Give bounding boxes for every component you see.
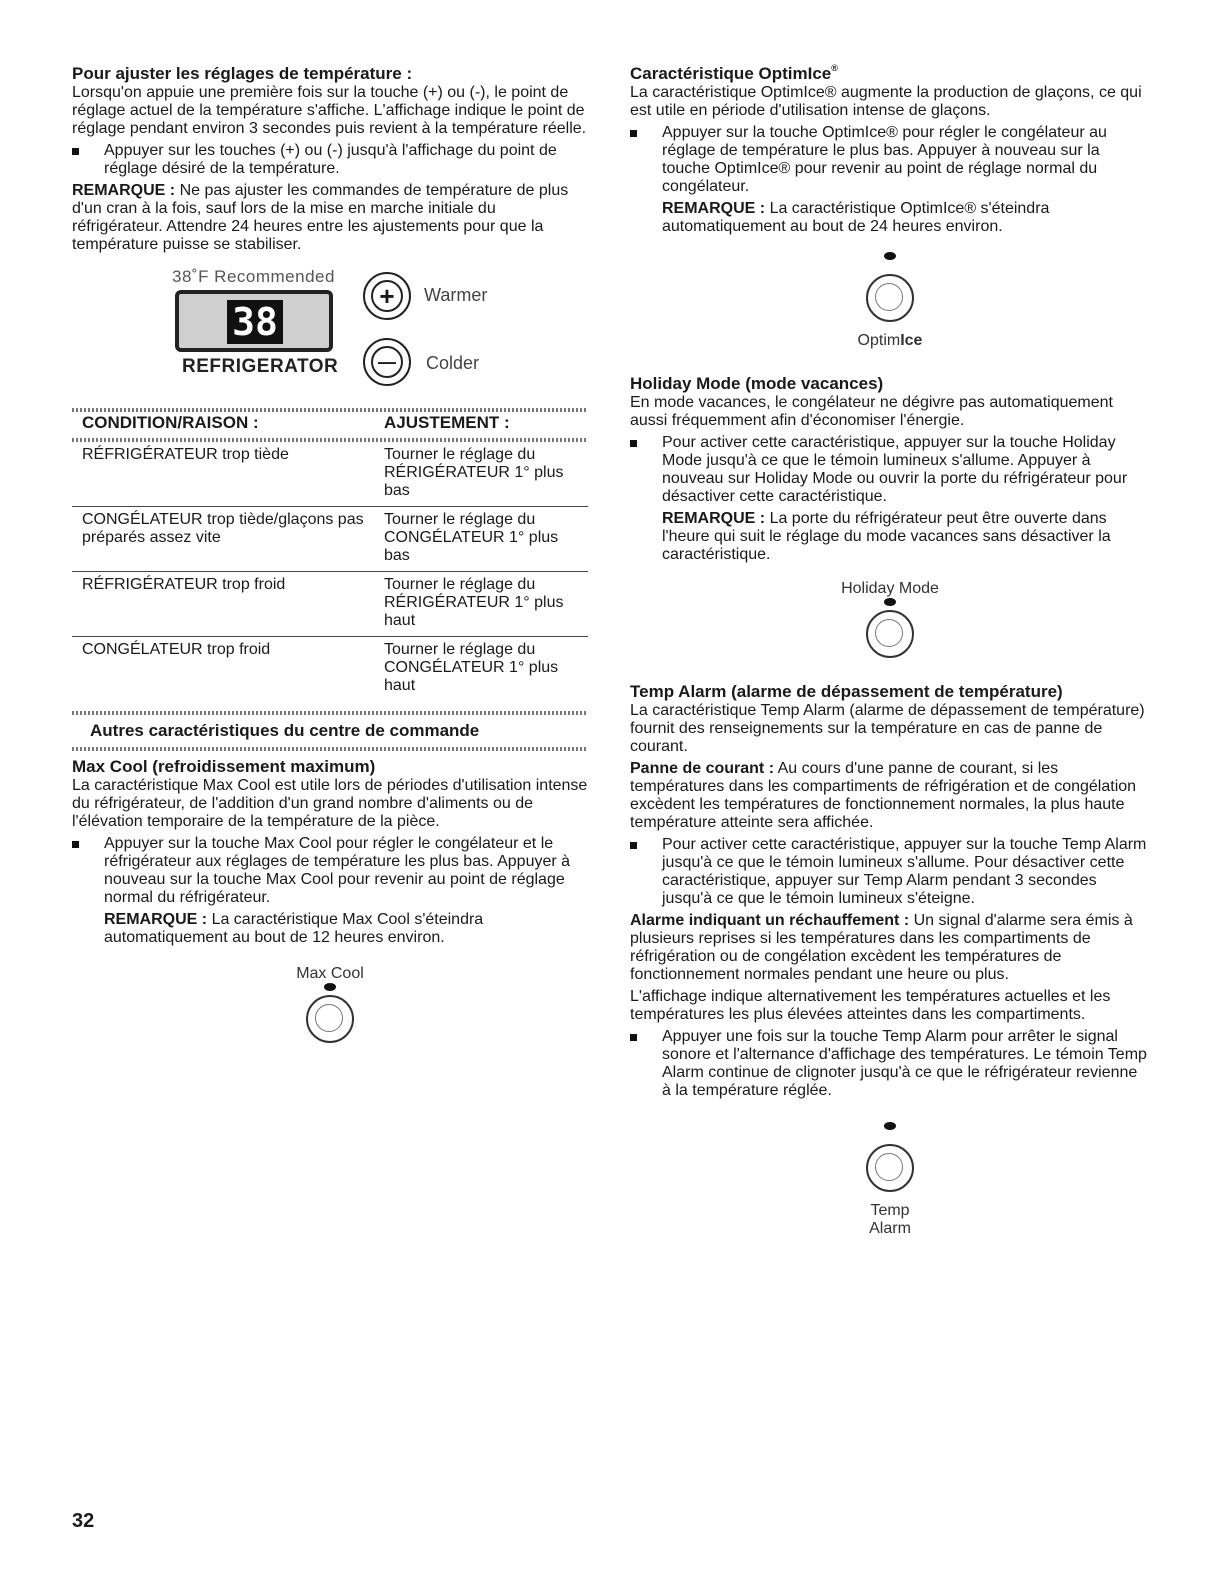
optimice-paragraph: La caractéristique OptimIce® augmente la production de glaçons, ce qui est utile en période d'utilisation intense de glaçons. [630,84,1142,119]
table-row [72,572,588,637]
colder-label: Colder [426,353,480,373]
adjustment-table [72,408,588,701]
holiday-button-label: Holiday Mode [841,580,939,597]
optimice-heading-text: Caractéristique OptimIce [630,64,832,83]
power-failure-label: Panne de courant : [630,760,775,777]
temp-alarm-stop-bullet: Appuyer une fois sur la touche Temp Alarm pour arrêter le signal sonore et l'alternance d'affichage des températures. Le témoin Temp Alarm continue de clignoter jusqu'à ce que le réfrigérateur revienne à la température réglée. [630,1028,1150,1100]
left-column [72,64,588,1043]
optimice-label-bold: Ice [900,332,923,349]
optimice-note [630,200,1150,236]
recommended-label: 38˚F Recommended [172,267,335,286]
indicator-light-icon [884,598,896,606]
adjustment-cell: Tourner le réglage du RÉRIGÉRATEUR 1° plus bas [384,446,564,499]
temp-alarm-paragraph: La caractéristique Temp Alarm (alarme de dépassement de température) fournit des renseignements sur la température en cas de panne de courant. [630,702,1145,755]
condition-cell: RÉFRIGÉRATEUR trop tiède [82,446,289,463]
temp-alarm-bullet: Pour activer cette caractéristique, appuyer sur la touche Temp Alarm jusqu'à ce que le témoin lumineux s'allume. Pour désactiver cette caractéristique, appuyer sur Temp Alarm pendant 3 secondes jusqu'à ce que le témoin lumineux s'éteigne. [630,836,1150,908]
adjust-heading: Pour ajuster les réglages de température : [72,64,413,83]
plus-icon: + [371,280,403,312]
note-label: REMARQUE : [104,911,208,928]
minus-icon: — [371,346,403,378]
adjust-paragraph: Lorsqu'on appuie une première fois sur la touche (+) ou (-), le point de réglage actuel de la température s'affiche. L'affichage indique le point de réglage pendant environ 3 secondes puis revient à la température réelle. [72,84,587,137]
right-column [630,64,1150,1238]
optimice-button-label [630,332,1150,350]
temp-alarm-heading: Temp Alarm (alarme de dépassement de température) [630,682,1063,701]
table-header [72,412,588,438]
note-label: REMARQUE : [662,200,766,217]
table-row [72,442,588,507]
temp-alarm-button[interactable] [866,1144,914,1192]
optimice-button[interactable] [866,274,914,322]
holiday-mode-button[interactable] [866,610,914,658]
table-row [72,507,588,572]
temp-alarm-button-illustration [630,1122,1150,1238]
max-cool-button-label: Max Cool [296,965,364,982]
max-cool-button-illustration [72,965,588,1043]
indicator-light-icon [884,1122,896,1130]
holiday-paragraph: En mode vacances, le congélateur ne dégivre pas automatiquement aussi fréquemment afin d'économiser l'énergie. [630,394,1113,429]
page-number: 32 [72,1510,95,1532]
display-digits: 38 [227,300,283,344]
table-row [72,637,588,701]
adjust-bullet: Appuyer sur les touches (+) ou (-) jusqu'à l'affichage du point de réglage désiré de la température. [72,142,588,178]
holiday-note-text: La porte du réfrigérateur peut être ouverte dans l'heure qui suit le réglage du mode vacances sans désactiver la caractéristique. [662,510,1111,563]
max-cool-note-text: La caractéristique Max Cool s'éteindra automatiquement au bout de 12 heures environ. [104,911,484,946]
max-cool-bullet: Appuyer sur la touche Max Cool pour régler le congélateur et le réfrigérateur aux réglages de température les plus bas. Appuyer à nouveau sur la touche Max Cool pour revenir au point de réglage normal du réfrigérateur. [72,835,588,907]
holiday-bullet: Pour activer cette caractéristique, appuyer sur la touche Holiday Mode jusqu'à ce que le témoin lumineux s'allume. Appuyer à nouveau sur Holiday Mode ou ouvrir la porte du réfrigérateur pour désactiver cette caractéristique. [630,434,1150,506]
optimice-heading [630,64,1150,84]
adjustment-cell: Tourner le réglage du CONGÉLATEUR 1° plus bas [384,511,559,564]
holiday-heading: Holiday Mode (mode vacances) [630,374,884,393]
optimice-bullet: Appuyer sur la touche OptimIce® pour régler le congélateur au réglage de température le plus bas. Appuyer à nouveau sur la touche OptimIce® pour revenir au point de réglage normal du congélateur. [630,124,1150,196]
condition-cell: CONGÉLATEUR trop tiède/glaçons pas préparés assez vite [82,511,364,546]
temperature-display [175,290,333,352]
indicator-light-icon [324,983,336,991]
condition-cell: CONGÉLATEUR trop froid [82,641,271,658]
temp-alarm-label-line1: Temp [870,1202,910,1219]
condition-cell: RÉFRIGÉRATEUR trop froid [82,576,286,593]
optimice-note-text: La caractéristique OptimIce® s'éteindra automatiquement au bout de 24 heures environ. [662,200,1050,235]
warming-alarm-text: Un signal d'alarme sera émis à plusieurs reprises si les températures dans les compartiments de réfrigération ou de congélation excèdent les températures de fonctionnement normales pendant une heure ou plus. [630,912,1133,983]
note-label: REMARQUE : [662,510,766,527]
holiday-button-illustration [630,580,1150,658]
registered-mark: ® [831,63,838,73]
max-cool-button[interactable] [306,995,354,1043]
refrigerator-label: REFRIGERATOR [182,356,339,377]
adjustment-header: AJUSTEMENT : [384,413,510,432]
section-rule-bottom [72,747,588,751]
optimice-button-illustration [630,252,1150,350]
condition-header: CONDITION/RAISON : [82,413,259,432]
colder-button[interactable] [363,338,411,386]
holiday-note [630,510,1150,564]
adjustment-cell: Tourner le réglage du RÉRIGÉRATEUR 1° plus haut [384,576,564,629]
display-alternates-paragraph: L'affichage indique alternativement les températures actuelles et les températures les plus élevées atteintes dans les compartiments. [630,988,1111,1023]
optimice-label-part: Optim [857,332,901,349]
warmer-label: Warmer [424,285,488,305]
power-failure-paragraph [630,760,1150,832]
warming-alarm-paragraph [630,912,1150,984]
adjust-note-text: Ne pas ajuster les commandes de température de plus d'un cran à la fois, sauf lors de la mise en marche initiale du réfrigérateur. Attendre 24 heures entre les ajustements pour que la température puisse se stabiliser. [72,182,569,253]
max-cool-heading: Max Cool (refroidissement maximum) [72,757,376,776]
warmer-button[interactable] [363,272,411,320]
max-cool-note [72,911,588,947]
other-features-heading: Autres caractéristiques du centre de commande [90,721,480,740]
max-cool-paragraph: La caractéristique Max Cool est utile lors de périodes d'utilisation intense du réfrigérateur, de l'addition d'un grand nombre d'aliments ou de l'élévation temporaire de la température de la pièce. [72,777,588,830]
temp-alarm-label-line2: Alarm [869,1220,911,1237]
power-failure-text: Au cours d'une panne de courant, si les températures dans les compartiments de réfrigération et de congélation excèdent les températures de fonctionnement normales, la plus haute température atteinte sera affichée. [630,760,1137,831]
indicator-light-icon [884,252,896,260]
note-label: REMARQUE : [72,182,176,199]
adjustment-cell: Tourner le réglage du CONGÉLATEUR 1° plus haut [384,641,559,694]
refrigerator-control-illustration [72,268,588,398]
adjust-note [72,182,588,254]
warming-alarm-label: Alarme indiquant un réchauffement : [630,912,910,929]
